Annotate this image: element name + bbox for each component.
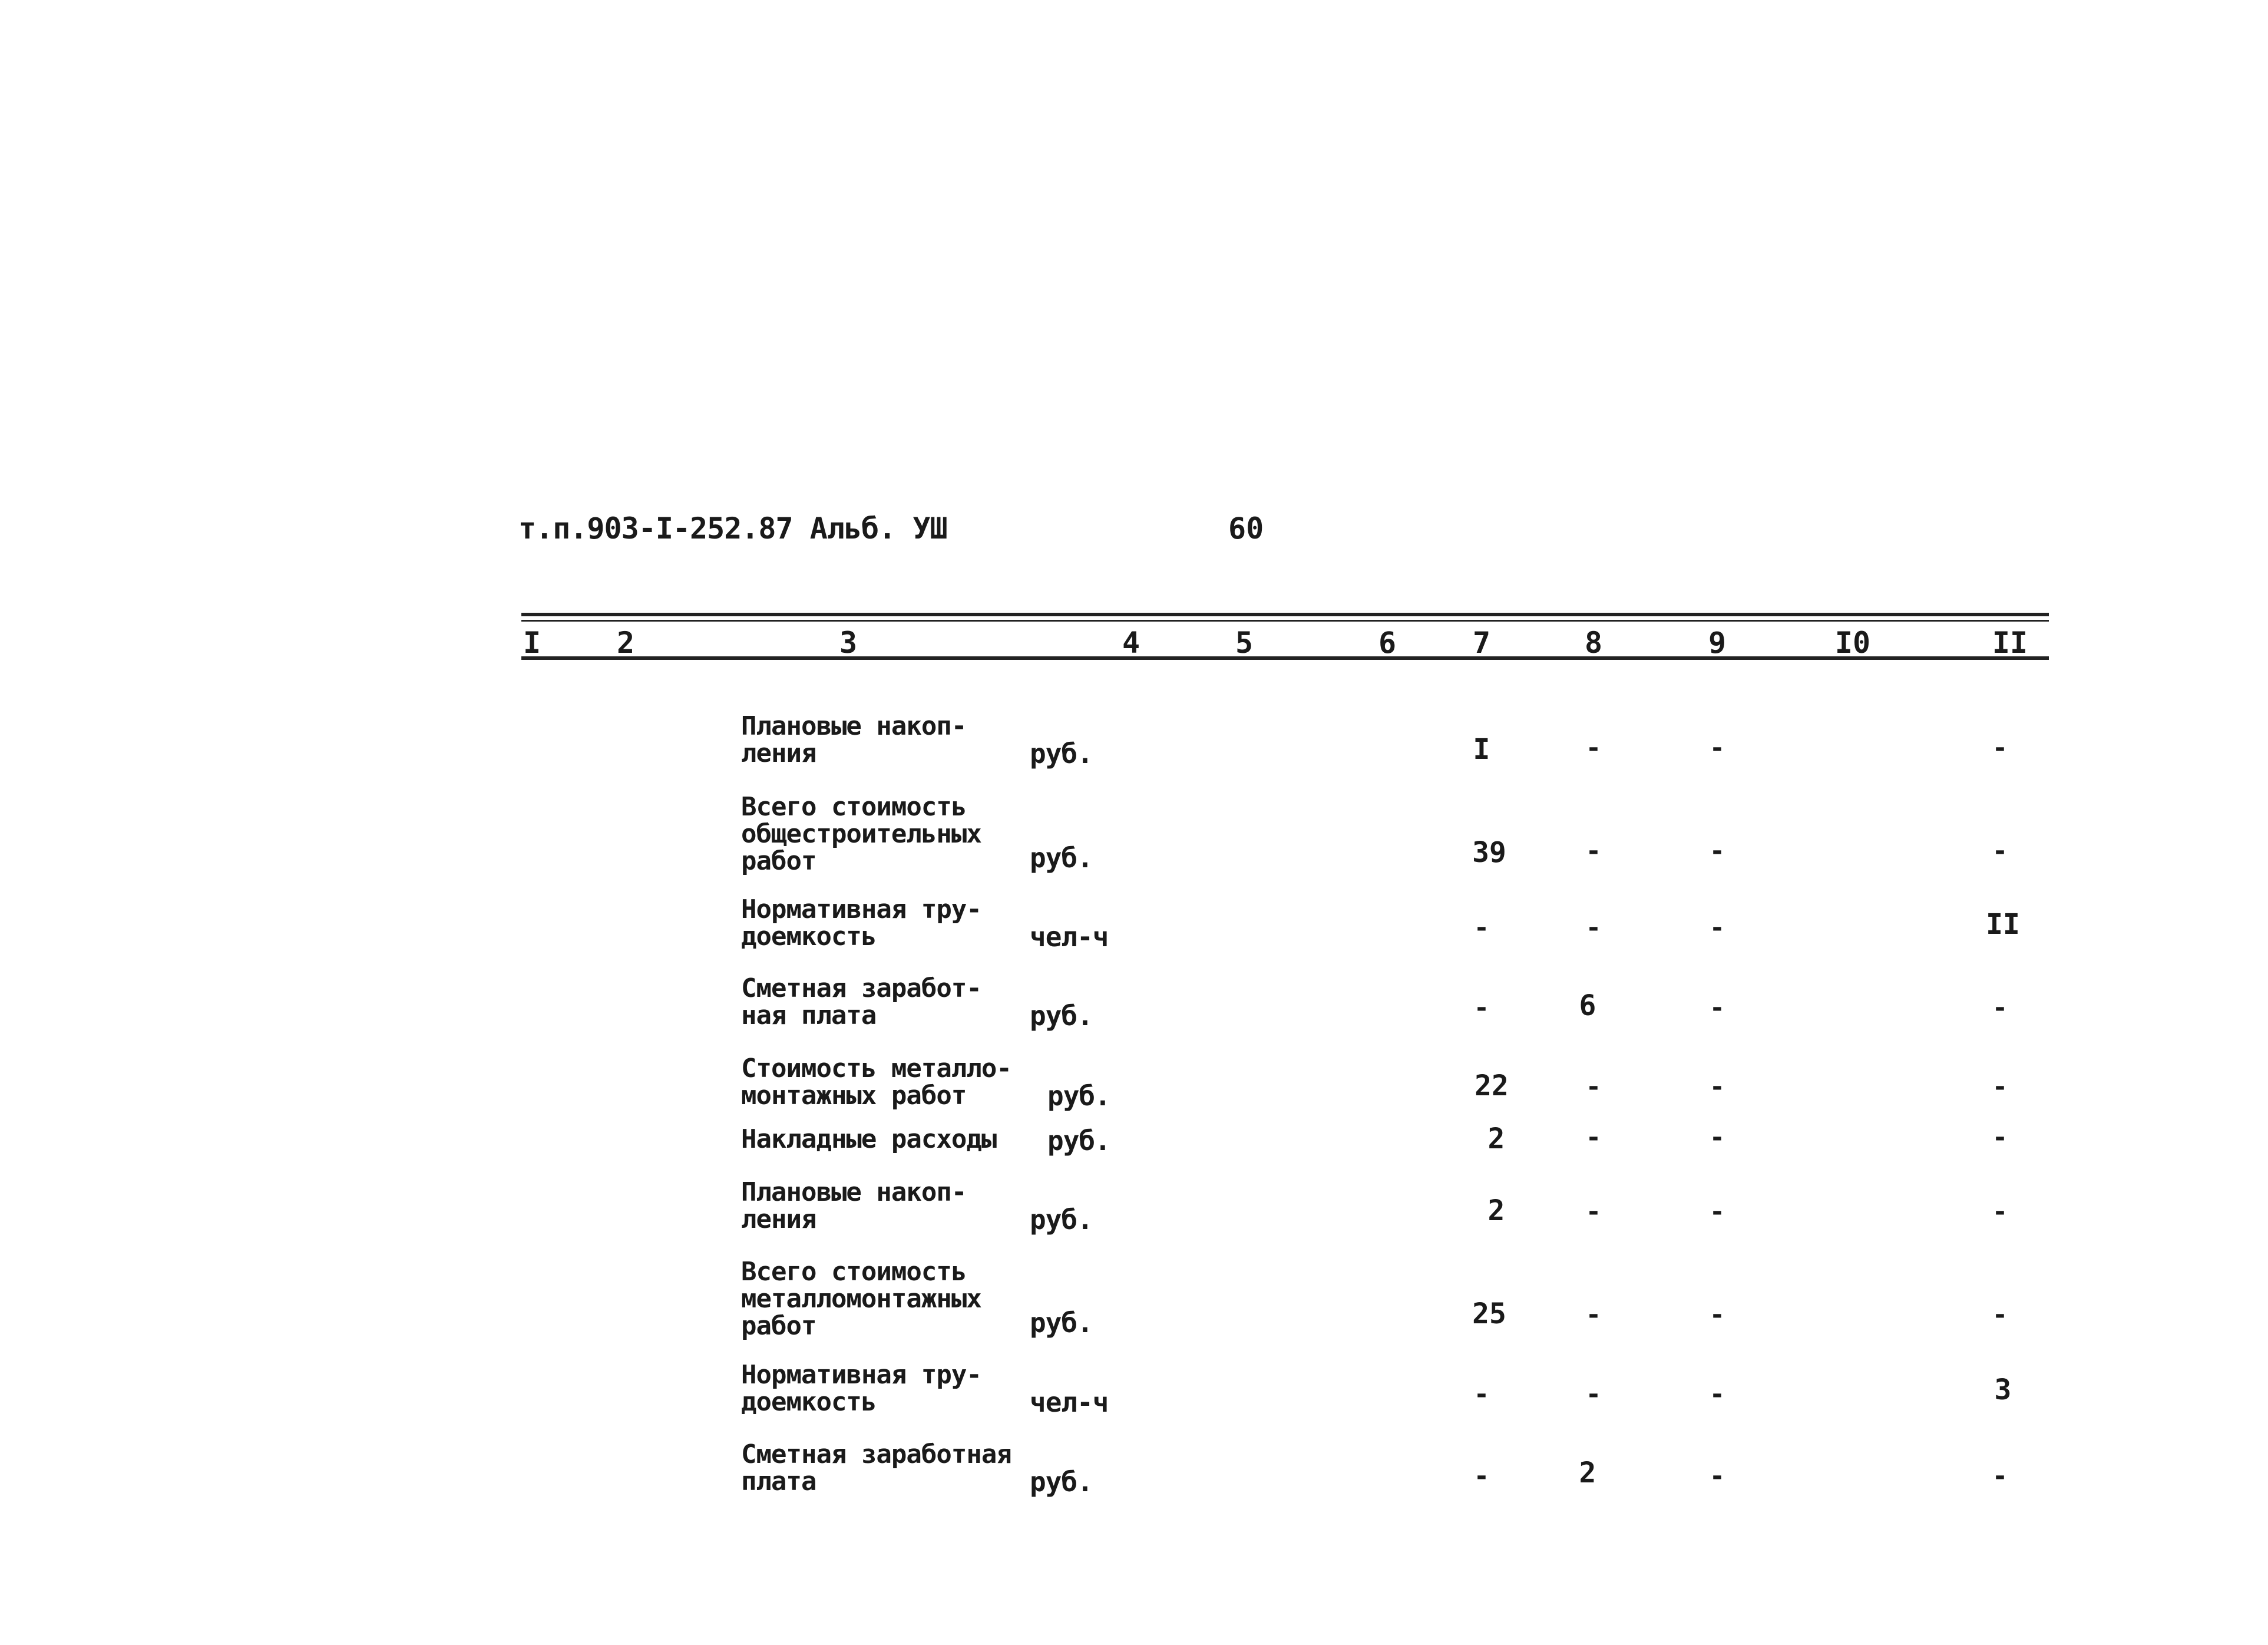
row-unit: руб.	[1030, 1204, 1093, 1236]
row-name: Сметная заработная плата	[741, 1439, 1011, 1497]
column-header-9: 9	[1708, 626, 1727, 660]
row-cell-col9: -	[1709, 1300, 1725, 1330]
row-unit: руб.	[1047, 1125, 1110, 1157]
column-header-8: 8	[1584, 626, 1603, 660]
row-cell-col7: 25	[1472, 1297, 1506, 1330]
column-header-4: 4	[1122, 626, 1140, 660]
row-cell-col9: -	[1709, 836, 1725, 866]
table-top-rule-thin	[521, 620, 2049, 622]
row-cell-col7: -	[1473, 913, 1490, 943]
row-unit: руб.	[1030, 1000, 1093, 1032]
row-cell-col8: -	[1585, 913, 1602, 943]
row-cell-col9: -	[1709, 1197, 1725, 1227]
row-name: Накладные расходы	[741, 1124, 997, 1154]
row-name: Всего стоимость общестроительных работ	[741, 792, 981, 876]
row-cell-col8: 2	[1579, 1456, 1596, 1489]
row-cell-col7: -	[1473, 993, 1490, 1023]
row-unit: руб.	[1030, 1466, 1093, 1498]
row-unit: руб.	[1047, 1080, 1110, 1112]
row-cell-col11: -	[1992, 1072, 2008, 1102]
row-name: Нормативная тру- доемкость	[741, 1360, 981, 1417]
row-cell-col8: -	[1585, 1300, 1602, 1330]
column-header-11: II	[1992, 626, 2028, 660]
row-cell-col11: -	[1992, 1300, 2008, 1330]
column-header-1: I	[523, 626, 541, 660]
row-cell-col7: 2	[1487, 1122, 1505, 1155]
row-cell-col9: -	[1709, 733, 1725, 763]
row-cell-col11: II	[1986, 908, 2020, 941]
row-cell-col8: -	[1585, 836, 1602, 866]
column-header-7: 7	[1472, 626, 1491, 660]
row-unit: руб.	[1030, 842, 1093, 874]
row-cell-col9: -	[1709, 993, 1725, 1023]
row-cell-col7: 39	[1472, 836, 1506, 869]
row-cell-col8: -	[1585, 1197, 1602, 1227]
row-name: Сметная заработ- ная плата	[741, 973, 981, 1030]
row-name: Нормативная тру- доемкость	[741, 894, 981, 952]
row-cell-col11: 3	[1994, 1373, 2012, 1406]
row-cell-col9: -	[1709, 1072, 1725, 1102]
row-cell-col8: -	[1585, 1072, 1602, 1102]
row-cell-col11: -	[1992, 993, 2008, 1023]
row-cell-col8: 6	[1579, 989, 1596, 1022]
row-cell-col7: I	[1473, 733, 1490, 766]
row-unit: чел-ч	[1030, 1386, 1109, 1418]
row-cell-col11: -	[1992, 733, 2008, 763]
row-cell-col9: -	[1709, 1122, 1725, 1152]
row-name: Плановые накоп- ления	[741, 711, 967, 768]
row-cell-col9: -	[1709, 1379, 1725, 1409]
row-cell-col9: -	[1709, 1461, 1725, 1491]
row-name: Стоимость металло- монтажных работ	[741, 1053, 1011, 1111]
row-unit: руб.	[1030, 738, 1093, 769]
row-cell-col11: -	[1992, 836, 2008, 866]
table-header-bottom-rule	[521, 656, 2049, 660]
row-cell-col11: -	[1992, 1461, 2008, 1491]
row-cell-col8: -	[1585, 733, 1602, 763]
row-name: Плановые накоп- ления	[741, 1177, 967, 1234]
table-top-rule	[521, 613, 2049, 616]
document-reference: т.п.903-I-252.87 Альб. УШ	[518, 511, 947, 546]
row-cell-col11: -	[1992, 1122, 2008, 1152]
column-header-5: 5	[1235, 626, 1254, 660]
row-unit: чел-ч	[1030, 921, 1109, 953]
column-header-6: 6	[1378, 626, 1397, 660]
column-header-10: I0	[1834, 626, 1871, 660]
row-cell-col7: -	[1473, 1461, 1490, 1491]
column-header-2: 2	[616, 626, 635, 660]
column-header-3: 3	[839, 626, 858, 660]
row-cell-col7: -	[1473, 1379, 1490, 1409]
row-cell-col8: -	[1585, 1122, 1602, 1152]
row-cell-col11: -	[1992, 1197, 2008, 1227]
row-cell-col7: 22	[1474, 1069, 1509, 1102]
row-cell-col9: -	[1709, 913, 1725, 943]
page-number: 60	[1228, 511, 1264, 546]
row-name: Всего стоимость металломонтажных работ	[741, 1257, 981, 1341]
row-cell-col7: 2	[1487, 1194, 1505, 1227]
row-unit: руб.	[1030, 1307, 1093, 1339]
row-cell-col8: -	[1585, 1379, 1602, 1409]
